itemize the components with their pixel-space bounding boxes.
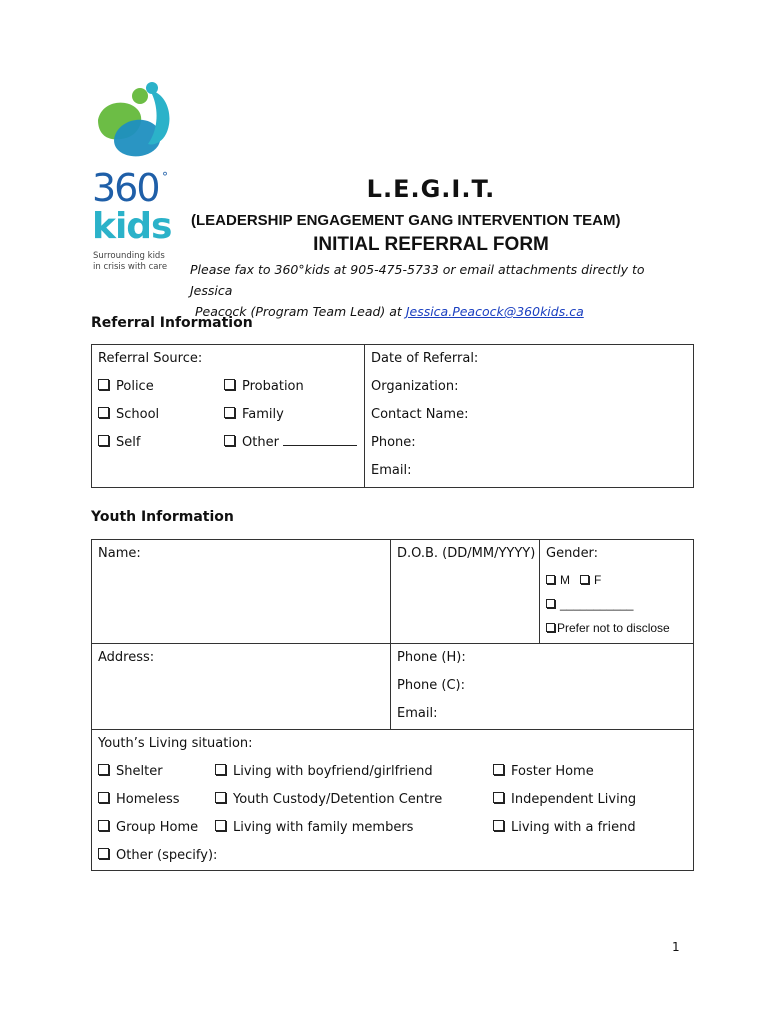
email-link[interactable]: Jessica.Peacock@360kids.ca [405, 304, 584, 319]
referral-email-field[interactable]: Email: [371, 463, 412, 478]
checkbox-other-specify[interactable]: Other (specify): [92, 842, 693, 870]
checkbox-gender-prefer-not[interactable]: Prefer not to disclose [540, 616, 693, 640]
checkbox-icon [493, 820, 504, 831]
referral-source-cell [92, 345, 365, 488]
checkbox-school[interactable]: School [92, 401, 218, 429]
youth-name-label: Name: [98, 546, 141, 561]
youth-dob-cell[interactable] [391, 540, 540, 644]
checkbox-icon [493, 764, 504, 775]
checkbox-family[interactable]: Family [218, 401, 357, 429]
form-title: INITIAL REFERRAL FORM [313, 234, 549, 255]
checkbox-icon [215, 792, 226, 803]
checkbox-icon [98, 379, 109, 390]
checkbox-icon [580, 575, 589, 584]
referral-phone-field[interactable]: Phone: [371, 435, 416, 450]
logo-degree: ° [162, 170, 168, 184]
checkbox-self[interactable]: Self [92, 429, 218, 457]
page-number: 1 [672, 940, 680, 954]
checkbox-icon [224, 379, 235, 390]
referral-details-cell [365, 345, 694, 488]
date-of-referral-field[interactable]: Date of Referral: [371, 351, 479, 366]
checkbox-icon [98, 407, 109, 418]
checkbox-icon [546, 575, 555, 584]
checkbox-icon [224, 435, 235, 446]
checkbox-living-with-family[interactable]: Living with family members [209, 814, 487, 842]
checkbox-icon [98, 435, 109, 446]
checkbox-living-with-partner[interactable]: Living with boyfriend/girlfriend [209, 758, 487, 786]
checkbox-icon [546, 623, 555, 632]
360kids-logo [88, 80, 178, 170]
living-situation-label: Youth’s Living situation: [98, 736, 253, 751]
checkbox-icon [98, 764, 109, 775]
checkbox-gender-other[interactable]: ___________ [540, 592, 693, 616]
gender-label: Gender: [546, 546, 599, 561]
checkbox-icon [493, 792, 504, 803]
youth-table [91, 539, 694, 871]
checkbox-youth-custody[interactable]: Youth Custody/Detention Centre [209, 786, 487, 814]
checkbox-icon [224, 407, 235, 418]
logo-word: kids [92, 206, 172, 247]
organization-field[interactable]: Organization: [371, 379, 459, 394]
living-situation-cell [92, 730, 694, 871]
youth-address-label: Address: [98, 650, 155, 665]
checkbox-gender-f[interactable]: F [580, 573, 601, 587]
youth-gender-cell [540, 540, 694, 644]
referral-section-heading: Referral Information [91, 315, 253, 331]
youth-section-heading: Youth Information [91, 509, 234, 525]
checkbox-icon [98, 848, 109, 859]
checkbox-gender-m[interactable]: M [546, 573, 570, 587]
checkbox-shelter[interactable]: Shelter [92, 758, 209, 786]
youth-dob-label: D.O.B. (DD/MM/YYYY) [397, 546, 536, 561]
logo-number: 360 [92, 166, 159, 210]
youth-phone-cell-field[interactable]: Phone (C): [397, 678, 466, 693]
checkbox-icon [546, 599, 555, 608]
form-subtitle: (LEADERSHIP ENGAGEMENT GANG INTERVENTION TEAM) [191, 212, 621, 229]
checkbox-police[interactable]: Police [92, 373, 218, 401]
checkbox-icon [98, 792, 109, 803]
checkbox-icon [98, 820, 109, 831]
referral-source-label: Referral Source: [98, 351, 203, 366]
youth-address-cell[interactable] [92, 644, 391, 730]
checkbox-probation[interactable]: Probation [218, 373, 357, 401]
youth-name-cell[interactable] [92, 540, 391, 644]
form-title-acronym: L.E.G.I.T. [366, 175, 496, 203]
instructions: Please fax to 360°kids at 905-475-5733 or email attachments directly to Jessica Peacock (Program Team Lead) at Jessica.Peacock@360kids.ca [190, 262, 645, 319]
youth-phone-home-field[interactable]: Phone (H): [397, 650, 466, 665]
checkbox-homeless[interactable]: Homeless [92, 786, 209, 814]
checkbox-independent-living[interactable]: Independent Living [487, 786, 636, 814]
referral-table [91, 344, 694, 488]
checkbox-living-with-friend[interactable]: Living with a friend [487, 814, 636, 842]
checkbox-other[interactable]: Other [218, 429, 357, 457]
checkbox-icon [215, 764, 226, 775]
youth-email-field[interactable]: Email: [397, 706, 438, 721]
contact-name-field[interactable]: Contact Name: [371, 407, 469, 422]
logo-tagline: Surrounding kids in crisis with care [93, 251, 168, 272]
other-underline[interactable] [283, 433, 357, 446]
checkbox-group-home[interactable]: Group Home [92, 814, 209, 842]
checkbox-foster-home[interactable]: Foster Home [487, 758, 636, 786]
checkbox-icon [215, 820, 226, 831]
youth-contact-cell [391, 644, 694, 730]
